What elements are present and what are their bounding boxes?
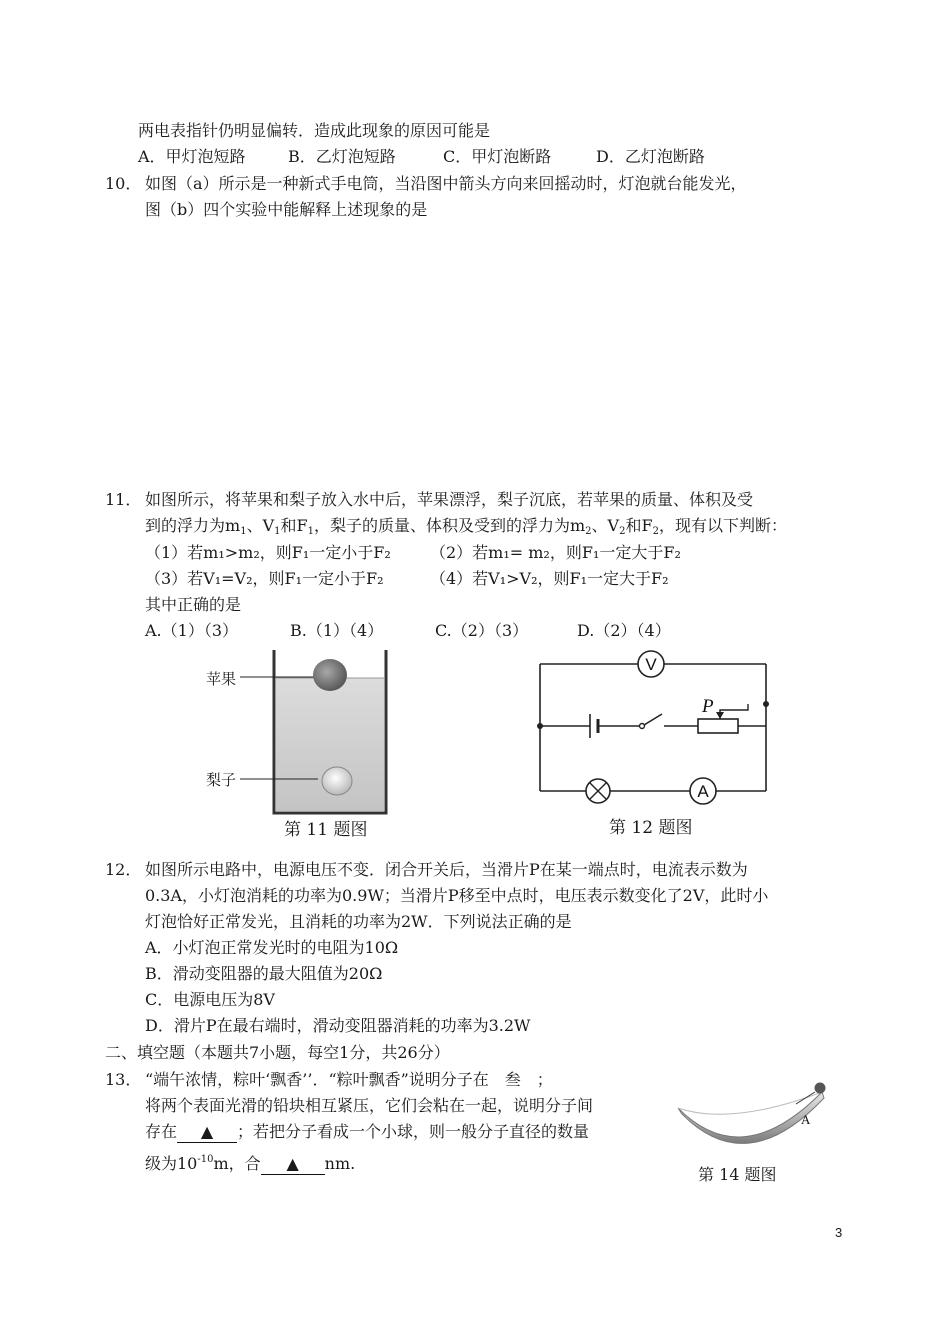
q12-option-a[interactable]: A．小灯泡正常发光时的电阻为10Ω <box>145 938 399 957</box>
junction-right <box>763 701 769 707</box>
q11-correct-prompt: 其中正确的是 <box>145 595 242 614</box>
ammeter-label: A <box>697 782 709 801</box>
q11-option-d[interactable]: D.（2）（4） <box>577 621 671 640</box>
q11-option-c[interactable]: C.（2）（3） <box>435 621 529 640</box>
q9-option-a[interactable]: A．甲灯泡短路 <box>138 147 246 166</box>
fig12-caption: 第 12 题图 <box>609 818 693 838</box>
fig12-circuit-figure <box>530 646 780 811</box>
q10-line1: 如图（a）所示是一种新式手电筒，当沿图中箭头方向来回摇动时，灯泡就台能发光， <box>145 174 747 193</box>
q12-option-c[interactable]: C．电源电压为8V <box>145 990 275 1009</box>
fig11-beaker-figure <box>240 648 400 818</box>
q11-number: 11． <box>105 490 142 509</box>
q12-line3: 灯泡恰好正常发光，且消耗的功率为2W．下列说法正确的是 <box>145 912 572 931</box>
fig11-label-apple: 苹果 <box>206 670 237 688</box>
q9-continuation: 两电表指针仍明显偏转．造成此现象的原因可能是 <box>138 121 491 140</box>
rheostat-icon <box>698 719 738 733</box>
q13-blank-1[interactable]: ▲ <box>177 1122 237 1143</box>
pear <box>322 767 352 795</box>
q13-blank-2[interactable]: ▲ <box>261 1154 325 1175</box>
slider-wire <box>720 704 748 719</box>
q12-option-b[interactable]: B．滑动变阻器的最大阻值为20Ω <box>145 964 383 983</box>
section2-heading: 二、填空题（本题共7小题，每空1分，共26分） <box>105 1043 450 1062</box>
q11-judgment-1: （1）若m₁>m₂，则F₁一定小于F₂ <box>145 543 391 562</box>
q12-line1: 如图所示电路中，电源电压不变．闭合开关后，当滑片P在某一端点时，电流表示数为 <box>145 860 748 879</box>
slider-label: P <box>702 696 714 717</box>
q13-line3: 存在 ▲ ；若把分子看成一个小球，则一般分子直径的数量 <box>145 1122 590 1141</box>
q11-judgment-4: （4）若V₁>V₂，则F₁一定大于F₂ <box>430 569 669 588</box>
q13-line1: “端午浓情，粽叶‘飘香’’．“粽叶飘香”说明分子在 叁 ； <box>145 1070 553 1089</box>
voltmeter-label: V <box>645 655 657 674</box>
q11-line1: 如图所示，将苹果和梨子放入水中后，苹果漂浮，梨子沉底，若苹果的质量、体积及受 <box>145 490 754 509</box>
q11-option-a[interactable]: A.（1）（3） <box>145 621 239 640</box>
q9-option-d[interactable]: D．乙灯泡断路 <box>596 147 705 166</box>
q12-line2: 0.3A，小灯泡消耗的功率为0.9W；当滑片P移至中点时，电压表示数变化了2V，此时小 <box>145 886 769 905</box>
q13-line2: 将两个表面光滑的铅块相互紧压，它们会粘在一起，说明分子间 <box>145 1096 594 1115</box>
fig11-label-pear: 梨子 <box>206 771 237 789</box>
q13-number: 13． <box>105 1070 142 1089</box>
fig14-caption: 第 14 题图 <box>698 1165 777 1184</box>
q12-option-d[interactable]: D．滑片P在最右端时，滑动变阻器消耗的功率为3.2W <box>145 1016 531 1035</box>
fig14-label-a: A <box>801 1112 811 1127</box>
q9-option-c[interactable]: C．甲灯泡断路 <box>443 147 552 166</box>
fig14-bowl-figure <box>672 1078 847 1163</box>
apple <box>313 659 347 691</box>
page-number: 3 <box>835 1225 843 1240</box>
q10-number: 10． <box>105 174 142 193</box>
q9-option-b[interactable]: B．乙灯泡短路 <box>288 147 396 166</box>
fig11-caption: 第 11 题图 <box>284 820 368 840</box>
switch-lever-icon <box>644 714 662 725</box>
q13-line4: 级为$10^{-10}m$，合 ▲ nm. <box>145 1154 356 1173</box>
q11-judgment-2: （2）若m₁= m₂，则F₁一定大于F₂ <box>430 543 681 562</box>
junction-left <box>537 723 543 729</box>
ball-a <box>815 1083 826 1094</box>
q12-number: 12． <box>105 860 142 879</box>
q11-option-b[interactable]: B.（1）（4） <box>290 621 384 640</box>
slider-arrow-icon <box>716 712 724 719</box>
q11-line2: 到的浮力为$m_1$、$V_1$和$F_1$，梨子的质量、体积及受到的浮力为$m_2$、$V_2$和$F_2$，现有以下判断： <box>145 516 787 537</box>
q11-judgment-3: （3）若V₁=V₂，则F₁一定小于F₂ <box>145 569 384 588</box>
q10-line2: 图（b）四个实验中能解释上述现象的是 <box>145 200 428 219</box>
